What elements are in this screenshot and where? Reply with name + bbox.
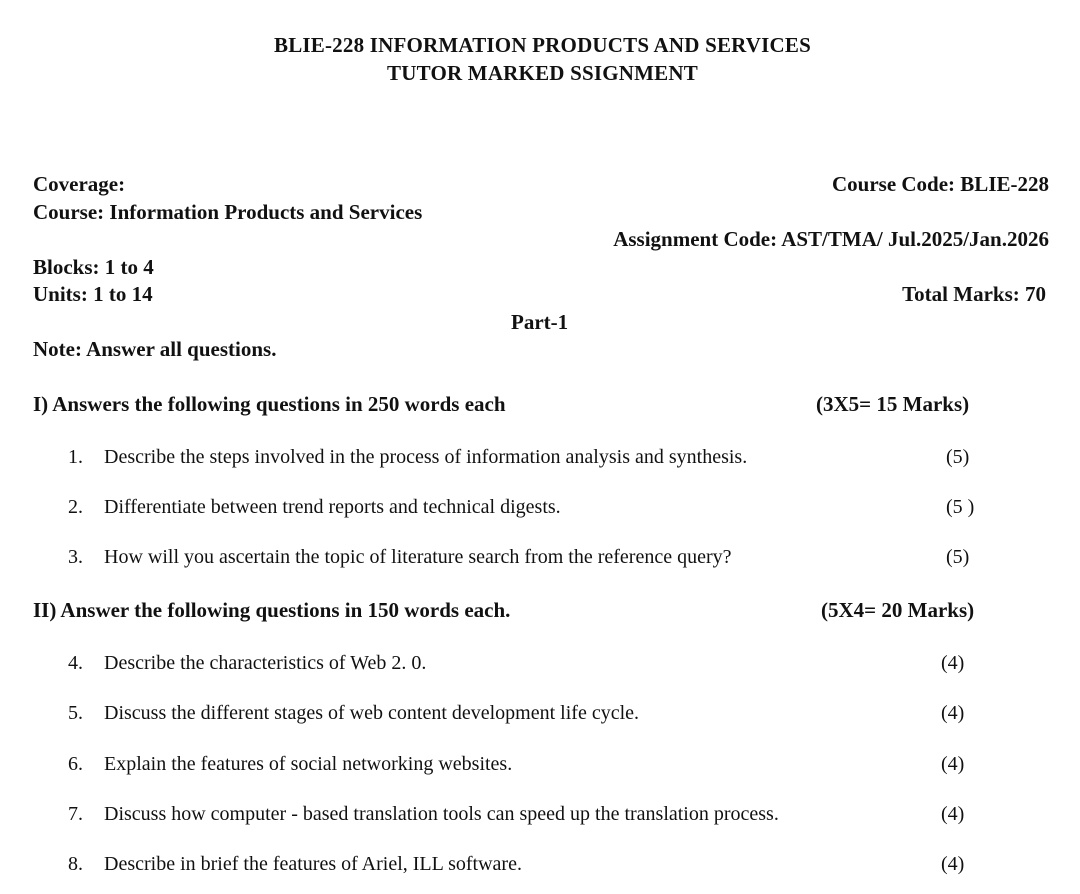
question-text: Differentiate between trend reports and technical digests.: [104, 496, 561, 518]
question-number: 6.: [68, 753, 83, 775]
question-mark: (5): [946, 546, 970, 568]
question-mark: (4): [941, 652, 965, 674]
question-number: 2.: [68, 496, 83, 518]
question-mark: (4): [941, 853, 965, 875]
question-text: Describe the characteristics of Web 2. 0.: [104, 652, 427, 674]
note-text: Note: Answer all questions.: [33, 337, 277, 361]
question-text: How will you ascertain the topic of literature search from the reference query?: [104, 546, 732, 568]
question-mark: (4): [941, 753, 965, 775]
assignment-code: Assignment Code: AST/TMA/ Jul.2025/Jan.2026: [613, 227, 1049, 251]
section-2-heading: II) Answer the following questions in 150 words each.: [33, 598, 511, 622]
total-marks: Total Marks: 70: [902, 282, 1046, 306]
question-mark: (5 ): [946, 496, 975, 518]
document-title-line-2: TUTOR MARKED SSIGNMENT: [387, 61, 698, 85]
question-number: 8.: [68, 853, 83, 875]
section-1-heading: I) Answers the following questions in 250 words each: [33, 392, 506, 416]
question-number: 1.: [68, 446, 83, 468]
section-2-marks: (5X4= 20 Marks): [821, 598, 975, 622]
units-range: Units: 1 to 14: [33, 282, 153, 306]
course-code: Course Code: BLIE-228: [831, 172, 1049, 196]
document-title-line-1: BLIE-228 INFORMATION PRODUCTS AND SERVICES: [273, 33, 811, 57]
course-name: Course: Information Products and Services: [33, 200, 423, 224]
section-1-marks: (3X5= 15 Marks): [816, 392, 970, 416]
question-number: 7.: [68, 803, 83, 825]
question-mark: (4): [941, 702, 965, 724]
question-text: Discuss how computer - based translation tools can speed up the translation process.: [104, 803, 779, 825]
question-text: Describe in brief the features of Ariel, ILL software.: [104, 853, 522, 875]
blocks-range: Blocks: 1 to 4: [33, 255, 154, 279]
question-text: Describe the steps involved in the process of information analysis and synthesis.: [104, 446, 748, 468]
part-label: Part-1: [511, 310, 569, 334]
question-text: Discuss the different stages of web content development life cycle.: [104, 702, 640, 724]
question-mark: (4): [941, 803, 965, 825]
coverage-label: Coverage:: [33, 172, 126, 196]
question-number: 4.: [68, 652, 83, 674]
question-text: Explain the features of social networking websites.: [104, 753, 513, 775]
question-mark: (5): [946, 446, 970, 468]
question-number: 3.: [68, 546, 83, 568]
question-number: 5.: [68, 702, 83, 724]
